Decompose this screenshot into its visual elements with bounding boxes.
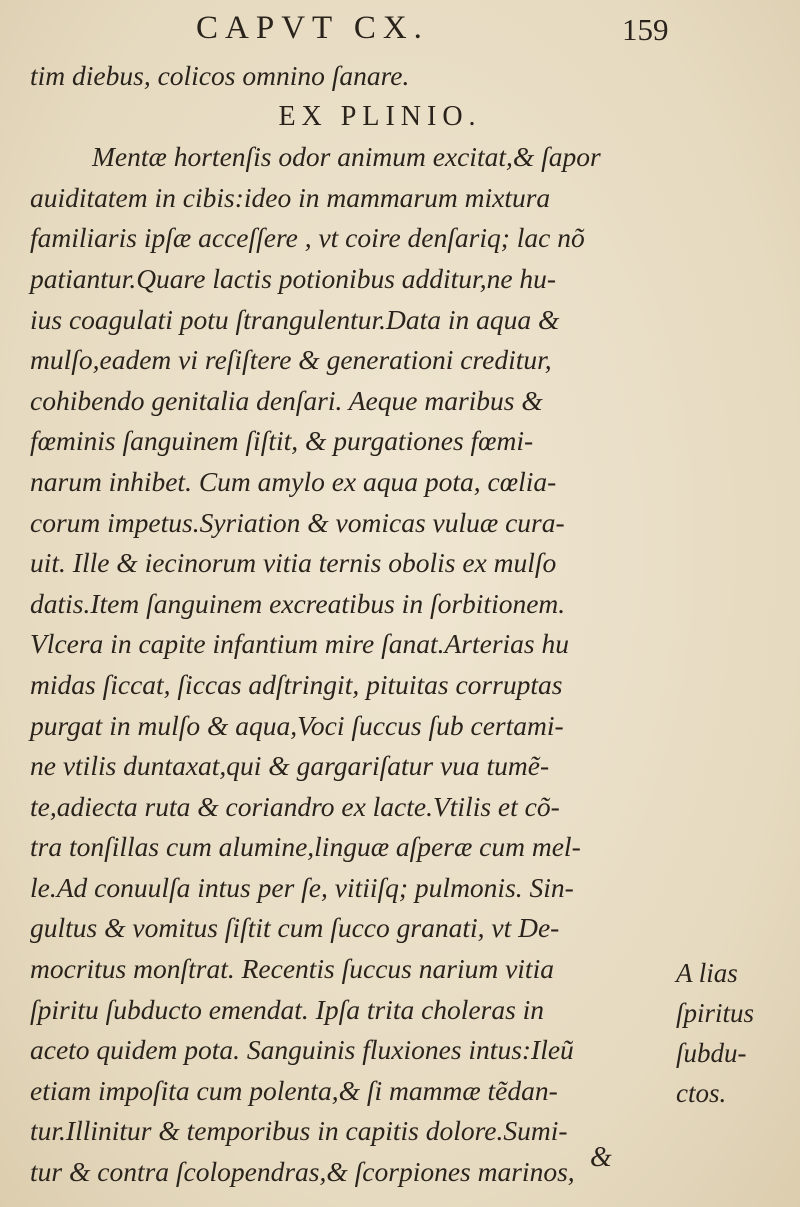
- text-line: familiaris ipſæ acceſſere , vt coire denſariq; lac nõ: [30, 222, 585, 254]
- margin-note: ſpiritus: [676, 998, 755, 1028]
- margin-note: ctos.: [676, 1078, 727, 1108]
- text-line: datis.Item ſanguinem excreatibus in ſorbitionem.: [30, 587, 566, 619]
- main-text: [30, 56, 770, 1193]
- text-line: auiditatem in cibis:ideo in mammarum mixtura: [30, 181, 551, 213]
- text-line: patiantur.Quare lactis potionibus additur,ne hu-: [30, 262, 557, 294]
- text-line: tur.Illinitur & temporibus in capitis dolore.Sumi-: [30, 1115, 568, 1147]
- text-line: cohibendo genitalia denſari. Aeque maribus &: [30, 384, 543, 416]
- text-line: tim diebus, colicos omnino ſanare.: [30, 60, 410, 91]
- text-line: mulſo,eadem vi reſiſtere & generationi creditur,: [30, 344, 552, 376]
- text-line: fœminis ſanguinem ſiſtit, & purgationes fœmi-: [30, 425, 534, 457]
- text-line: purgat in mulſo & aqua,Voci ſuccus ſub certami-: [30, 709, 564, 741]
- text-line: gultus & vomitus ſiſtit cum ſucco granati, vt De-: [30, 912, 560, 944]
- text-line: ius coagulati potu ſtrangulentur.Data in aqua &: [30, 303, 560, 335]
- text-line: midas ſiccat, ſiccas adſtringit, pituitas corruptas: [30, 668, 563, 700]
- catchword: &: [590, 1142, 612, 1173]
- text-line: etiam impoſita cum polenta,& ſi mammæ tẽdan-: [30, 1074, 558, 1106]
- text-line: narum inhibet. Cum amylo ex aqua pota, cœlia-: [30, 465, 557, 497]
- text-line: le.Ad conuulſa intus per ſe, vitiiſq; pulmonis. Sin-: [30, 871, 574, 903]
- running-head: [0, 6, 800, 56]
- text-line: Mentæ hortenſis odor animum excitat,& ſapor: [92, 141, 601, 173]
- text-line: Vlcera in capite infantium mire ſanat.Arterias hu: [30, 628, 569, 660]
- text-line: corum impetus.Syriation & vomicas vuluæ cura-: [30, 506, 565, 538]
- section-heading: EX PLINIO.: [278, 100, 482, 132]
- text-line: tur & contra ſcolopendras,& ſcorpiones marinos,: [30, 1156, 575, 1188]
- margin-note: ſubdu-: [676, 1038, 747, 1068]
- text-line: ſpiritu ſubducto emendat. Ipſa trita choleras in: [30, 993, 545, 1025]
- text-line: uit. Ille & iecinorum vitia ternis obolis ex mulſo: [30, 547, 557, 579]
- margin-note: A lias: [676, 958, 738, 988]
- chapter-title: CAPVT CX.: [196, 10, 429, 46]
- text-line: mocritus monſtrat. Recentis ſuccus narium vitia: [30, 953, 554, 985]
- text-line: ne vtilis duntaxat,qui & gargariſatur vua tumẽ-: [30, 750, 550, 782]
- text-line: te,adiecta ruta & coriandro ex lacte.Vtilis et cõ-: [30, 790, 560, 822]
- text-line: tra tonſillas cum alumine,linguæ aſperæ cum mel-: [30, 831, 581, 863]
- page-number: 159: [622, 12, 669, 47]
- text-line: aceto quidem pota. Sanguinis fluxiones intus:Ileũ: [30, 1034, 574, 1066]
